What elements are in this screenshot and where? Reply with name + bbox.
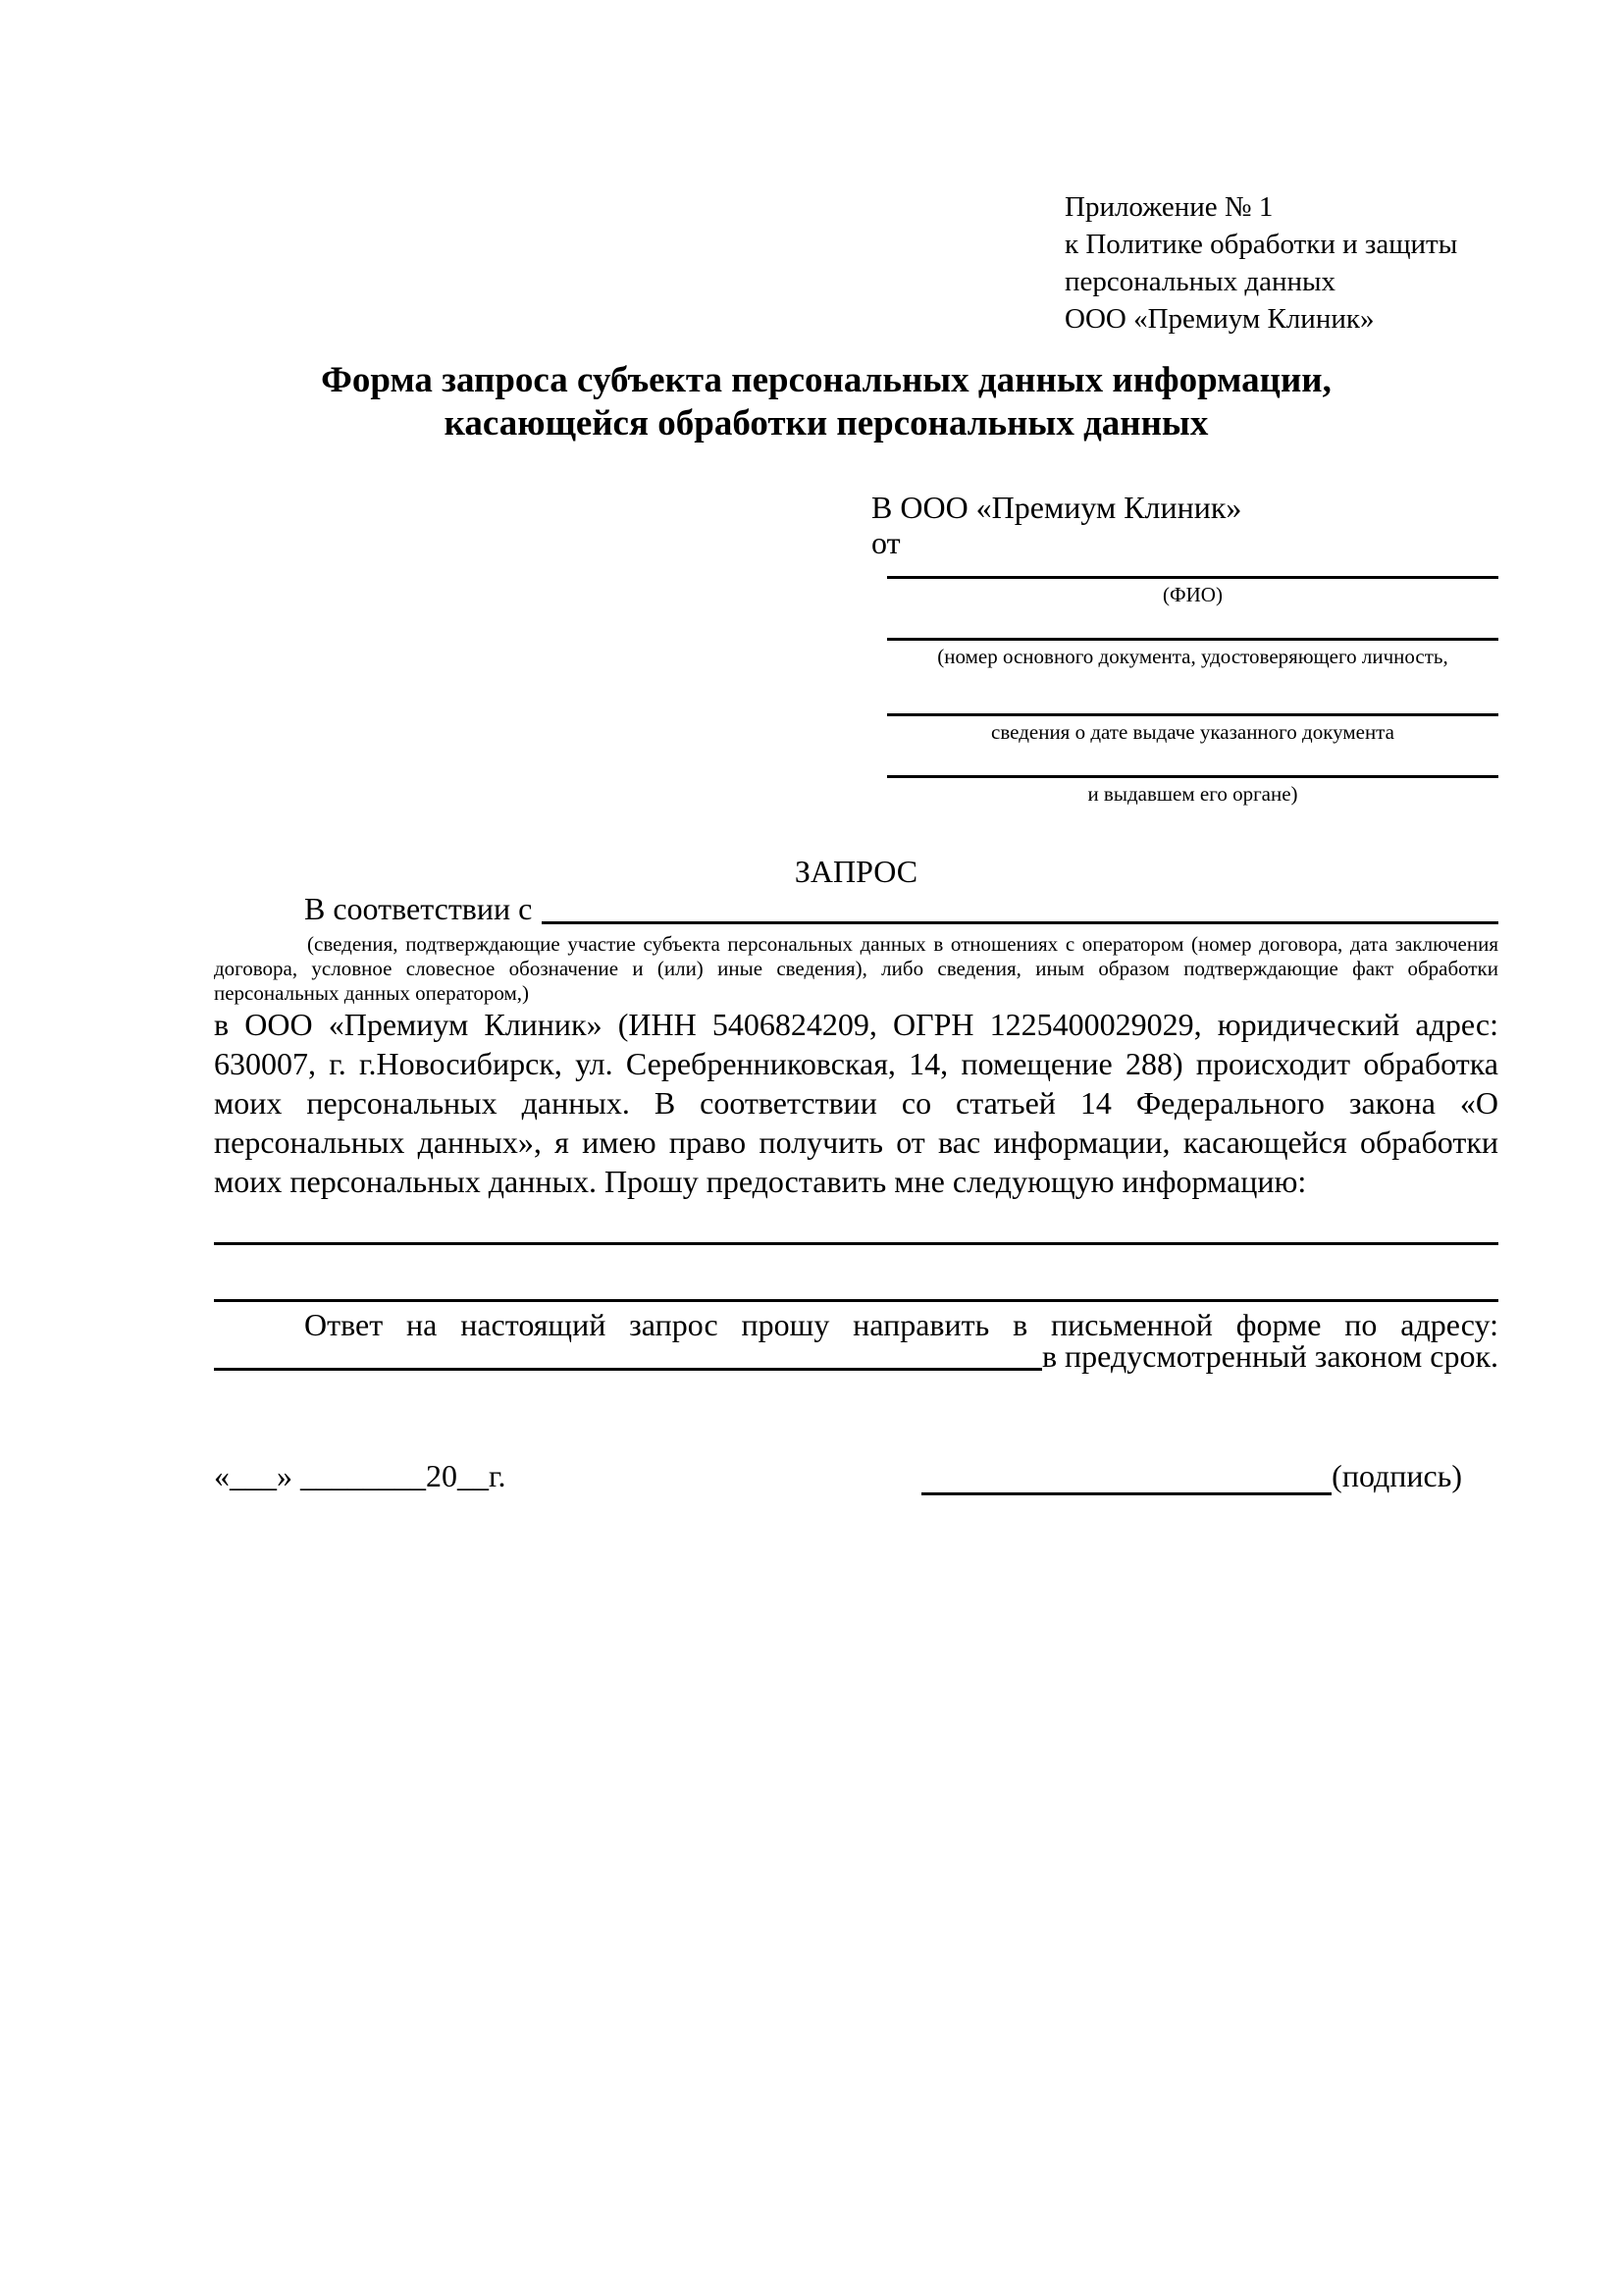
appendix-header-line: ООО «Премиум Клиник» bbox=[1065, 303, 1375, 335]
issuing-authority-caption: и выдавшем его органе) bbox=[1087, 782, 1298, 806]
id-document-field bbox=[887, 638, 1498, 669]
fio-field bbox=[887, 576, 1498, 607]
answer-blank-line-1 bbox=[214, 1242, 1498, 1245]
accordance-line bbox=[214, 889, 1498, 928]
signature-caption: (подпись) bbox=[1332, 1458, 1462, 1493]
appendix-header bbox=[1065, 188, 1457, 338]
date-blank-line: «___» ________20__г. bbox=[214, 1458, 506, 1493]
issue-date-caption: сведения о дате выдаче указанного документа bbox=[991, 720, 1394, 744]
appendix-header-line: Приложение № 1 bbox=[1065, 191, 1274, 223]
document-title bbox=[179, 359, 1474, 445]
answer-blank-line-2 bbox=[214, 1299, 1498, 1302]
signature-group bbox=[921, 1456, 1462, 1495]
issuing-authority-field bbox=[887, 775, 1498, 807]
address-blank-line bbox=[214, 1336, 1042, 1371]
document-title-line: касающейся обработки персональных данных bbox=[444, 403, 1209, 444]
accordance-prefix: В соответствии с bbox=[304, 891, 533, 926]
request-heading: ЗАПРОС bbox=[794, 854, 918, 889]
document-title-line: Форма запроса субъекта персональных данных информации, bbox=[321, 360, 1332, 400]
reply-address-row bbox=[214, 1336, 1498, 1376]
signature-blank-line bbox=[921, 1463, 1332, 1495]
footer-row bbox=[214, 1456, 1462, 1495]
issuing-authority-blank-line bbox=[887, 775, 1498, 778]
id-document-blank-line bbox=[887, 638, 1498, 641]
issue-date-blank-line bbox=[887, 713, 1498, 716]
issue-date-field bbox=[887, 713, 1498, 745]
fio-caption: (ФИО) bbox=[1163, 583, 1223, 606]
fio-blank-line bbox=[887, 576, 1498, 579]
request-body: в ООО «Премиум Клиник» (ИНН 5406824209, ОГРН 1225400029029, юридический адрес: 630007, г. г.Новосибирск, ул. Серебренниковская, 14, помещение 288) происходит обработка моих персональных данных. В соответствии со статьей 14 Федерального закона «О персональных данных», я имею право получить от вас информации, касающейся обработки моих персональных данных. Прошу предоставить мне следующую информацию: bbox=[214, 1007, 1498, 1199]
appendix-header-line: персональных данных bbox=[1065, 266, 1336, 297]
addressee-to: В ООО «Премиум Клиник» bbox=[871, 490, 1242, 525]
legal-note: (сведения, подтверждающие участие субъекта персональных данных в отношениях с оператором (номер договора, дата заключения договора, условное словесное обозначение и (или) иные сведения), либо сведения, иным образом подтверждающие факт обработки персональных данных оператором,) bbox=[214, 932, 1498, 1005]
addressee-from-label: от bbox=[871, 525, 901, 560]
accordance-blank-line bbox=[542, 889, 1498, 924]
id-document-caption: (номер основного документа, удостоверяющего личность, bbox=[937, 645, 1448, 668]
appendix-header-line: к Политике обработки и защиты bbox=[1065, 229, 1458, 260]
reply-suffix: в предусмотренный законом срок. bbox=[1041, 1338, 1498, 1374]
reply-sentence: Ответ на настоящий запрос прошу направить в письменной форме по адресу: bbox=[304, 1307, 1498, 1342]
